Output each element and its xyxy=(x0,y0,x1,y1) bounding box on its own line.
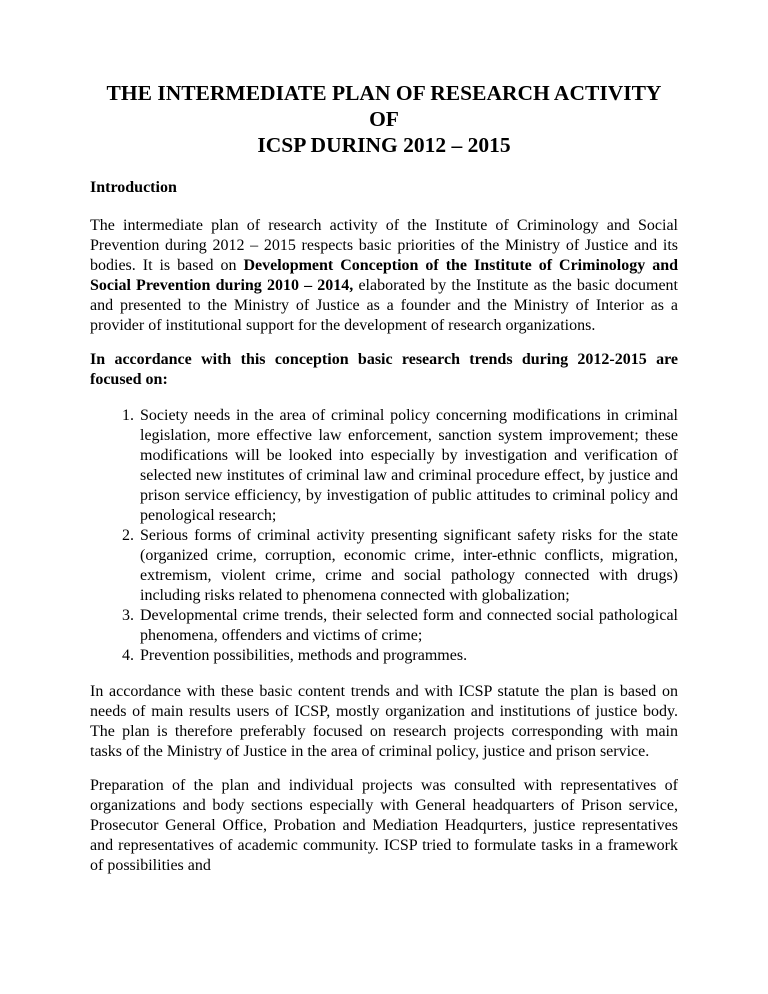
intro-text-part-1: The intermediate plan of research activity of the Institute of Criminology and Social Prevention during 2012 – 2015 respects basic priorities of the Ministry of Justice and its bodies. It is based on xyxy=(90,217,678,274)
list-item: 3. Developmental crime trends, their selected form and connected social pathological phenomena, offenders and victims of crime; xyxy=(138,606,678,646)
document-title xyxy=(90,80,678,158)
intro-text-bold: Development Conception of the Institute of Criminology and Social Prevention during 2010 – 2014, xyxy=(90,257,679,294)
intro-text-part-2: elaborated by the Institute as the basic document and presented to the Ministry of Justice as a founder and the Ministry of Interior as a provider of institutional support for the development of research organizations. xyxy=(90,277,678,334)
list-item: 2. Serious forms of criminal activity presenting significant safety risks for the state (organized crime, corruption, economic crime, inter-ethnic conflicts, migration, extremism, violent crime, crime and social pathology connected with drugs) including risks related to phenomena connected with globalization; xyxy=(138,526,678,606)
focus-heading: In accordance with this conception basic research trends during 2012-2015 are focused on: xyxy=(90,351,678,388)
title-line-2: ICSP DURING 2012 – 2015 xyxy=(257,133,511,157)
title-line-1: THE INTERMEDIATE PLAN OF RESEARCH ACTIVITY OF xyxy=(106,81,662,131)
focus-list xyxy=(90,406,678,666)
content-trends-paragraph: In accordance with these basic content trends and with ICSP statute the plan is based on needs of main results users of ICSP, mostly organization and institutions of justice body. The plan is therefore preferably focused on research projects corresponding with main tasks of the Ministry of Justice in the area of criminal policy, justice and prison service. xyxy=(90,683,678,760)
list-item: 4. Prevention possibilities, methods and programmes. xyxy=(138,646,678,666)
intro-paragraph xyxy=(90,216,678,336)
list-item: 1. Society needs in the area of criminal policy concerning modifications in criminal legislation, more effective law enforcement, sanction system improvement; these modifications will be looked into especially by investigation and verification of selected new institutes of criminal law and criminal procedure effect, by justice and prison service efficiency, by investigation of public attitudes to criminal policy and penological research; xyxy=(138,406,678,526)
preparation-paragraph: Preparation of the plan and individual projects was consulted with representatives of organizations and body sections especially with General headquarters of Prison service, Prosecutor General Office, Probation and Mediation Headqurters, justice representatives and representatives of academic community. ICSP tried to formulate tasks in a framework of possibilities and xyxy=(90,777,678,874)
introduction-heading: Introduction xyxy=(90,179,177,196)
document-page xyxy=(90,80,678,876)
